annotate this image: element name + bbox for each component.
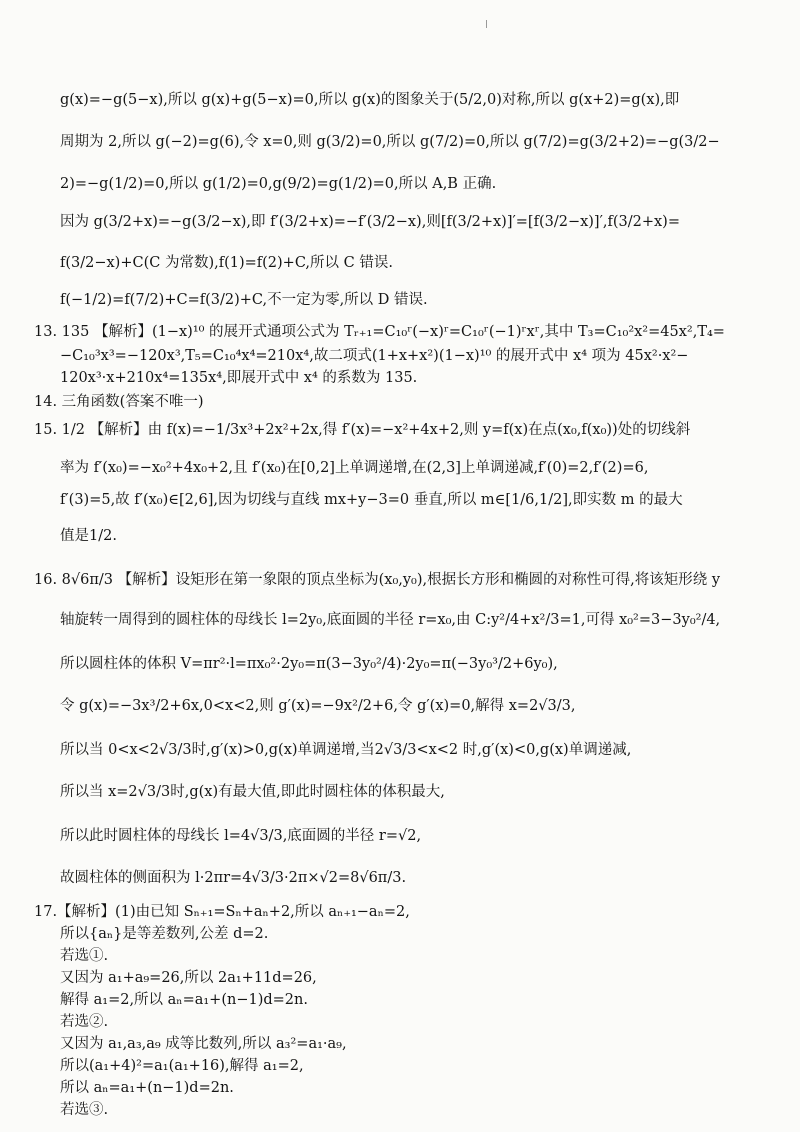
text-line: 所以当 0<x<2√3/3时,g′(x)>0,g(x)单调递增,当2√3/3<x<2 时,g′(x)<0,g(x)单调递减, <box>60 742 632 758</box>
text-line: 若选③. <box>60 1102 109 1118</box>
text-line: 令 g(x)=−3x³/2+6x,0<x<2,则 g′(x)=−9x²/2+6,令 g′(x)=0,解得 x=2√3/3, <box>60 698 576 714</box>
text-line: 因为 g(3/2+x)=−g(3/2−x),即 f′(3/2+x)=−f′(3/2−x),则[f(3/2+x)]′=[f(3/2−x)]′,f(3/2+x)= <box>60 214 680 230</box>
text-line: f′(3)=5,故 f′(x₀)∈[2,6],因为切线与直线 mx+y−3=0 垂直,所以 m∈[1/6,1/2],即实数 m 的最大 <box>60 492 683 508</box>
text-line: 所以(a₁+4)²=a₁(a₁+16),解得 a₁=2, <box>60 1058 304 1074</box>
text-line: 又因为 a₁,a₃,a₉ 成等比数列,所以 a₃²=a₁·a₉, <box>60 1036 347 1052</box>
text-line: 所以 aₙ=a₁+(n−1)d=2n. <box>60 1080 234 1096</box>
answer-14-line: 14. 三角函数(答案不唯一) <box>34 394 204 410</box>
scan-mark <box>486 20 487 28</box>
text-line: 率为 f′(x₀)=−x₀²+4x₀+2,且 f′(x₀)在[0,2]上单调递增,在(2,3]上单调递减,f′(0)=2,f′(2)=6, <box>60 460 649 476</box>
answer-16-line: 16. 8√6π/3 【解析】设矩形在第一象限的顶点坐标为(x₀,y₀),根据长方形和椭圆的对称性可得,将该矩形绕 y <box>34 572 721 588</box>
text-line: 轴旋转一周得到的圆柱体的母线长 l=2y₀,底面圆的半径 r=x₀,由 C:y²/4+x²/3=1,可得 x₀²=3−3y₀²/4, <box>60 612 721 628</box>
answer-13-line: 13. 135 【解析】(1−x)¹⁰ 的展开式通项公式为 Tᵣ₊₁=C₁₀ʳ(−x)ʳ=C₁₀ʳ(−1)ʳxʳ,其中 T₃=C₁₀²x²=45x²,T₄= <box>34 324 725 340</box>
text-line: 又因为 a₁+a₉=26,所以 2a₁+11d=26, <box>60 970 317 986</box>
text-line: 故圆柱体的侧面积为 l·2πr=4√3/3·2π×√2=8√6π/3. <box>60 870 407 886</box>
text-line: 所以此时圆柱体的母线长 l=4√3/3,底面圆的半径 r=√2, <box>60 828 422 844</box>
text-line: 120x³·x+210x⁴=135x⁴,即展开式中 x⁴ 的系数为 135. <box>60 370 418 386</box>
text-line: 若选②. <box>60 1014 109 1030</box>
text-line: 解得 a₁=2,所以 aₙ=a₁+(n−1)d=2n. <box>60 992 308 1008</box>
text-line: 2)=−g(1/2)=0,所以 g(1/2)=0,g(9/2)=g(1/2)=0,所以 A,B 正确. <box>60 176 497 192</box>
text-line: 所以当 x=2√3/3时,g(x)有最大值,即此时圆柱体的体积最大, <box>60 784 445 800</box>
text-line: 所以圆柱体的体积 V=πr²·l=πx₀²·2y₀=π(3−3y₀²/4)·2y₀=π(−3y₀³/2+6y₀), <box>60 656 558 672</box>
text-line: f(3/2−x)+C(C 为常数),f(1)=f(2)+C,所以 C 错误. <box>60 255 393 271</box>
text-line: −C₁₀³x³=−120x³,T₅=C₁₀⁴x⁴=210x⁴,故二项式(1+x+x²)(1−x)¹⁰ 的展开式中 x⁴ 项为 45x²·x²− <box>60 348 689 364</box>
text-line: g(x)=−g(5−x),所以 g(x)+g(5−x)=0,所以 g(x)的图象关于(5/2,0)对称,所以 g(x+2)=g(x),即 <box>60 92 680 108</box>
text-line: 所以{aₙ}是等差数列,公差 d=2. <box>60 926 269 942</box>
answer-15-line: 15. 1/2 【解析】由 f(x)=−1/3x³+2x²+2x,得 f′(x)=−x²+4x+2,则 y=f(x)在点(x₀,f(x₀))处的切线斜 <box>34 422 691 438</box>
text-line: 周期为 2,所以 g(−2)=g(6),令 x=0,则 g(3/2)=0,所以 g(7/2)=0,所以 g(7/2)=g(3/2+2)=−g(3/2− <box>60 134 720 150</box>
text-line: f(−1/2)=f(7/2)+C=f(3/2)+C,不一定为零,所以 D 错误. <box>60 292 428 308</box>
text-line: 若选①. <box>60 948 109 964</box>
answer-17-line: 17.【解析】(1)由已知 Sₙ₊₁=Sₙ+aₙ+2,所以 aₙ₊₁−aₙ=2, <box>34 904 410 920</box>
text-line: 值是1/2. <box>60 528 117 544</box>
